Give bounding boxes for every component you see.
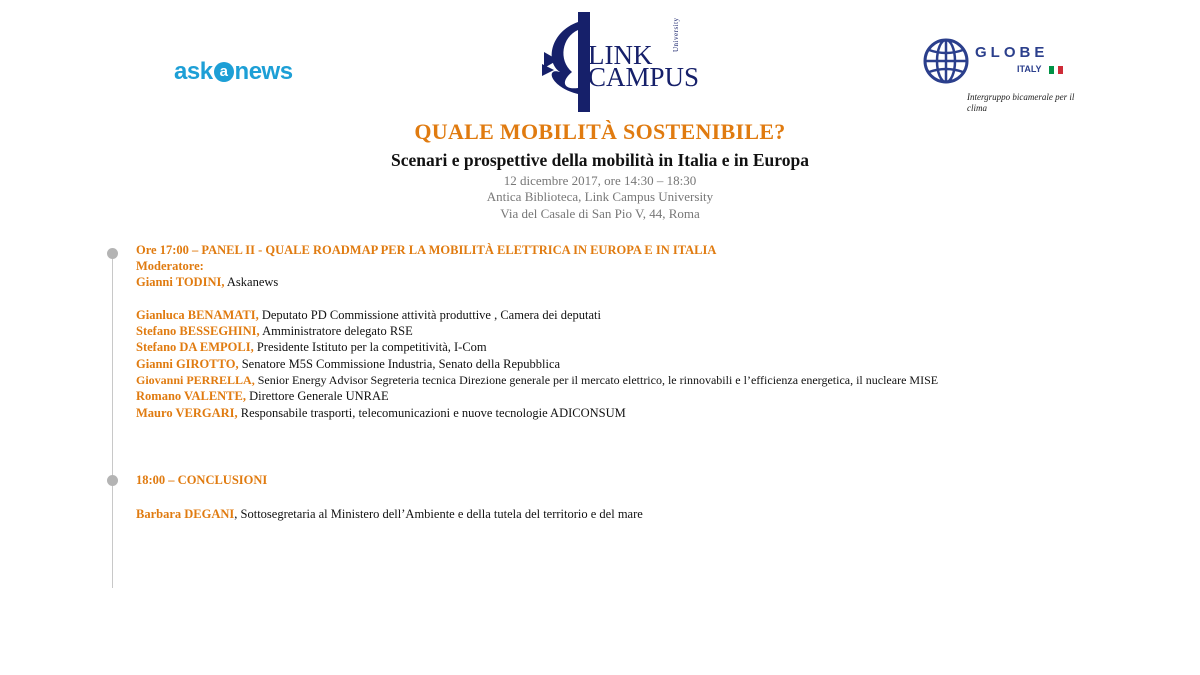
globe-italy-logo: GLOBE ITALY Intergruppo bicamerale per il clima	[923, 38, 1073, 118]
moderator-label: Moderatore:	[136, 259, 204, 273]
speaker-item: Stefano BESSEGHINI, Amministratore delegato RSE	[136, 324, 413, 338]
italy-flag-icon	[1049, 66, 1063, 74]
speaker-item: Giovanni PERRELLA, Senior Energy Advisor Segreteria tecnica Direzione generale per il mercato elettrico, le rinnovabili e l’efficienza energetica, il nucleare MISE	[136, 373, 939, 387]
moderator-entry: Gianni TODINI, Askanews	[136, 275, 279, 289]
speaker-item: Stefano DA EMPOLI, Presidente Istituto per la competitività, I-Com	[136, 340, 487, 354]
speaker-item: Gianni GIROTTO, Senatore M5S Commissione Industria, Senato della Repubblica	[136, 357, 561, 371]
event-date: 12 dicembre 2017, ore 14:30 – 18:30	[503, 173, 697, 188]
timeline-line	[112, 250, 113, 588]
speaker-item: Mauro VERGARI, Responsabile trasporti, telecomunicazioni e nuove tecnologie ADICONSUM	[136, 406, 626, 420]
event-address: Via del Casale di San Pio V, 44, Roma	[500, 206, 700, 221]
conclusions-speaker: Barbara DEGANI, Sottosegretaria al Ministero dell’Ambiente e della tutela del territorio e del mare	[136, 507, 643, 521]
speaker-item: Romano VALENTE, Direttore Generale UNRAE	[136, 389, 389, 403]
panel-heading: Ore 17:00 – PANEL II - QUALE ROADMAP PER LA MOBILITÀ ELETTRICA IN EUROPA E IN ITALIA	[136, 243, 717, 257]
speaker-item: Gianluca BENAMATI, Deputato PD Commissione attività produttive , Camera dei deputati	[136, 308, 602, 322]
globe-icon	[923, 38, 969, 84]
askanews-logo: ask a news	[174, 58, 293, 85]
link-campus-logo: LINK CAMPUS University	[540, 12, 700, 112]
conclusions-heading: 18:00 – CONCLUSIONI	[136, 473, 268, 487]
page-title: QUALE MOBILITÀ SOSTENIBILE?	[414, 119, 786, 144]
event-venue: Antica Biblioteca, Link Campus University	[486, 189, 714, 204]
page-subtitle: Scenari e prospettive della mobilità in Italia e in Europa	[391, 150, 809, 170]
askanews-at-icon: a	[214, 62, 234, 82]
timeline-dot-conclusions	[107, 475, 118, 486]
timeline-dot-panel	[107, 248, 118, 259]
